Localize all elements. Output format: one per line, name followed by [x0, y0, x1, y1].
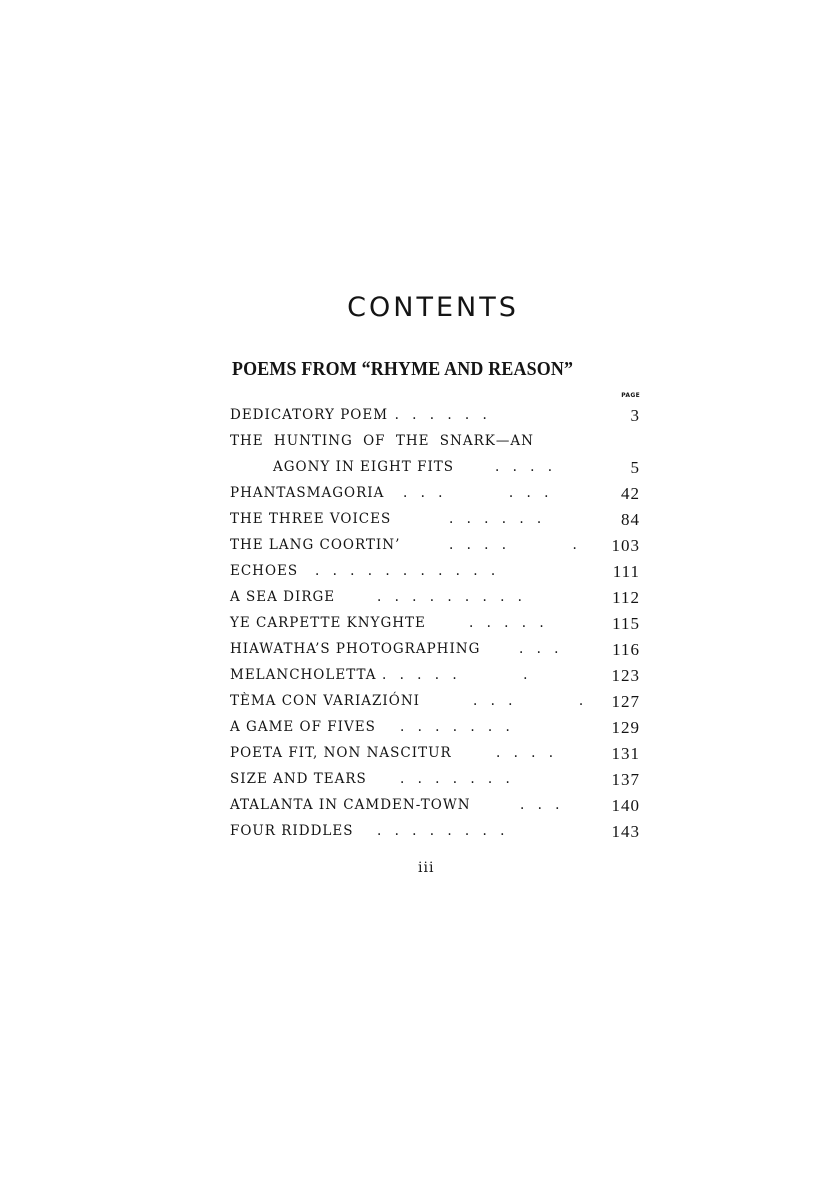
toc-leader-dots: . . . . . . . . .: [377, 589, 522, 605]
toc-entry-title: POETA FIT, NON NASCITUR: [230, 745, 452, 761]
toc-entry-title: TÈMA CON VARIAZIÓNI: [230, 693, 420, 709]
toc-entry: [230, 485, 640, 511]
toc-leader-dots: . . . . . . . .: [377, 823, 505, 839]
toc-entry-continuation: [230, 459, 640, 485]
toc-entry: [230, 641, 640, 667]
toc-leader-dots: . . . . . . .: [400, 719, 510, 735]
toc-entry-page: 116: [612, 640, 640, 659]
toc-entry-page: 129: [611, 718, 640, 737]
toc-leader-dots: . . . . . .: [382, 667, 528, 683]
toc-entry-page: 127: [611, 692, 640, 711]
toc-entry: [230, 407, 640, 433]
page-heading: CONTENTS: [347, 292, 519, 323]
toc-leader-dots: . . . . . .: [449, 511, 542, 527]
toc-leader-dots: . . . . . . .: [377, 407, 487, 423]
toc-leader-dots: . . .: [519, 641, 559, 657]
toc-entry-page: 123: [611, 666, 640, 685]
toc-entry: [230, 511, 640, 537]
toc-entry-title: A SEA DIRGE: [230, 589, 336, 605]
toc-entry: [230, 771, 640, 797]
toc-entry-page: 5: [630, 458, 640, 477]
toc-entry: [230, 589, 640, 615]
toc-entry-title: FOUR RIDDLES: [230, 823, 354, 839]
toc-entry: [230, 693, 640, 719]
toc-entry-title: DEDICATORY POEM: [230, 407, 389, 423]
toc-entry-page: 42: [621, 484, 640, 503]
toc-leader-dots: . . . .: [496, 745, 554, 761]
toc-entry-title: THE HUNTING OF THE SNARK—AN: [230, 433, 534, 449]
toc-entry: [230, 797, 640, 823]
page-folio: iii: [418, 860, 435, 876]
toc-leader-dots: . . . . . . .: [400, 771, 510, 787]
toc-entry-title: A GAME OF FIVES: [230, 719, 376, 735]
toc-entry-title: SIZE AND TEARS: [230, 771, 367, 787]
toc-entry: [230, 615, 640, 641]
toc-entry-page: 84: [621, 510, 640, 529]
toc-entry-page: 112: [612, 588, 640, 607]
toc-entry-page: 3: [630, 406, 640, 425]
toc-entry-title: ECHOES: [230, 563, 299, 579]
toc-entry-title: THE THREE VOICES: [230, 511, 392, 527]
toc-entry-page: 131: [611, 744, 640, 763]
toc-entry-title: THE LANG COORTIN’: [230, 537, 401, 553]
toc-entry-page: 111: [612, 562, 640, 581]
toc-entry-title: MELANCHOLETTA: [230, 667, 377, 683]
toc-entry-title: ATALANTA IN CAMDEN-TOWN: [230, 797, 471, 813]
toc-entry: [230, 719, 640, 745]
toc-entry-page: 103: [611, 536, 640, 555]
toc-entry-page: 143: [611, 822, 640, 841]
toc-leader-dots: . . . . . .: [403, 485, 549, 501]
toc-leader-dots: . . . . .: [469, 615, 544, 631]
toc-entry-title: YE CARPETTE KNYGHTE: [230, 615, 426, 631]
toc-entry-title: AGONY IN EIGHT FITS: [273, 459, 455, 475]
toc-leader-dots: . . . . . . . . . . .: [315, 563, 496, 579]
toc-entry-page: 137: [611, 770, 640, 789]
toc-entry: [230, 745, 640, 771]
toc-entry: [230, 563, 640, 589]
toc-leader-dots: . . . .: [473, 693, 584, 709]
page-column-label: PAGE: [621, 392, 640, 399]
toc-entry: [230, 537, 640, 563]
toc-entry-page: 140: [611, 796, 640, 815]
section-title: POEMS FROM “RHYME AND REASON”: [232, 359, 574, 380]
toc-leader-dots: . . .: [520, 797, 560, 813]
toc-leader-dots: . . . . .: [449, 537, 577, 553]
toc-entry-page: 115: [612, 614, 640, 633]
toc-entry: [230, 823, 640, 849]
toc-entry: [230, 433, 640, 459]
toc-leader-dots: . . . .: [495, 459, 553, 475]
toc-entry-title: PHANTASMAGORIA: [230, 485, 385, 501]
toc-entry: [230, 667, 640, 693]
toc-entry-title: HIAWATHA’S PHOTOGRAPHING: [230, 641, 481, 657]
